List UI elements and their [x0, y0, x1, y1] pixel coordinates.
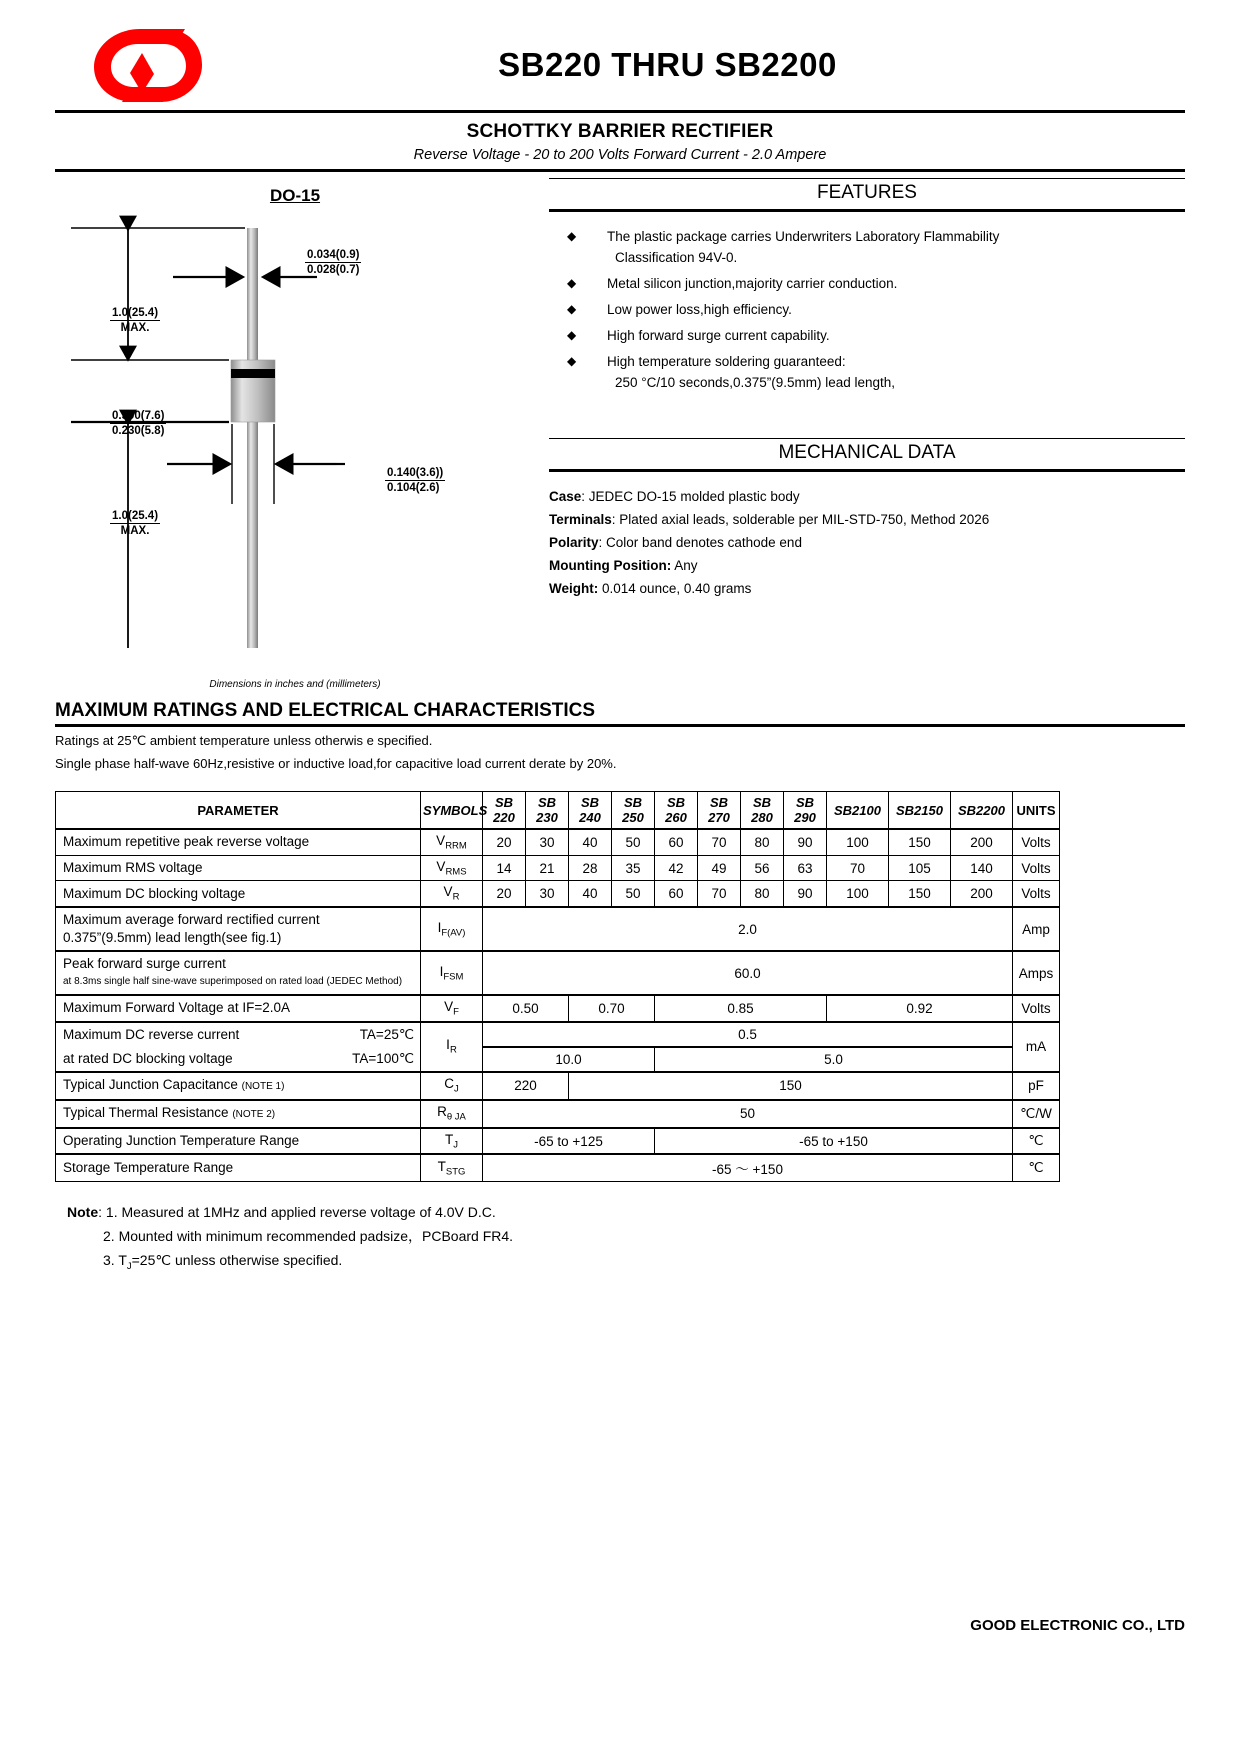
table-row [56, 1154, 1060, 1182]
dim-lead-diameter: 0.034(0.9) 0.028(0.7) [307, 249, 360, 276]
mech-value: Plated axial leads, solderable per MIL-STD-750, Method 2026 [619, 512, 990, 527]
row-symbol: $I_{F(AV)}$ [421, 907, 483, 951]
note-2: 2. Mounted with minimum recommended padsize，PCBoard FR4. [103, 1228, 514, 1245]
header-device-sb2150: SB2150 [889, 792, 951, 830]
row-parameter: Maximum Forward Voltage at IF=2.0A [56, 995, 421, 1022]
row-parameter: Maximum DC reverse current TA=25℃ [56, 1022, 421, 1047]
row-units: Volts [1013, 855, 1060, 881]
cell-value: 200 [951, 829, 1013, 855]
cell-value: 105 [889, 855, 951, 881]
ratings-subtitle-2: Single phase half-wave 60Hz,resistive or inductive load,for capacitive load current derate by 20%. [55, 756, 617, 771]
ratings-title: MAXIMUM RATINGS AND ELECTRICAL CHARACTERISTICS [55, 700, 1185, 727]
note-3: 3. $T_J=25℃$ unless otherwise specified. [103, 1252, 343, 1273]
diamond-bullet-icon: ◆ [567, 302, 577, 316]
feature-text: High forward surge current capability. [607, 328, 830, 343]
features-list [549, 226, 1185, 393]
cell-value: 70 [698, 829, 741, 855]
package-label: DO-15 [269, 186, 321, 205]
cell-value: 140 [951, 855, 1013, 881]
header-device-sb220: SB 220 [483, 792, 526, 830]
row-units: ℃ [1013, 1128, 1060, 1155]
table-row [56, 855, 1060, 881]
table-row [56, 1047, 1060, 1072]
dim-body-length: 0.300(7.6) 0.230(5.8) [112, 410, 165, 437]
row-symbol: $V_R$ [421, 881, 483, 907]
cell-value-group: -65 to +125 [483, 1128, 655, 1155]
header-device-sb250: SB 250 [612, 792, 655, 830]
cell-value-group: 220 [483, 1072, 569, 1100]
feature-item [567, 351, 1185, 393]
feature-item [567, 299, 1185, 320]
row-parameter: Storage Temperature Range [56, 1154, 421, 1182]
row-symbol: $V_{RMS}$ [421, 855, 483, 881]
cell-value: 28 [569, 855, 612, 881]
feature-item [567, 273, 1185, 294]
row-symbol: $I_{FSM}$ [421, 951, 483, 995]
content-columns [55, 178, 1185, 690]
table-row [56, 907, 1060, 951]
cell-value-merged: 50 [483, 1100, 1013, 1128]
spacer [549, 398, 1185, 438]
header-symbols: SYMBOLS [421, 792, 483, 830]
mech-value: 0.014 ounce, 0.40 grams [602, 581, 752, 596]
row-parameter: Operating Junction Temperature Range [56, 1128, 421, 1155]
dim-body-diameter: 0.140(3.6)) 0.104(2.6) [387, 467, 444, 494]
table-row [56, 829, 1060, 855]
cell-value: 50 [612, 881, 655, 907]
feature-subtext: 250 °C/10 seconds,0.375”(9.5mm) lead length, [615, 375, 896, 390]
header-device-sb2200: SB2200 [951, 792, 1013, 830]
mech-row [549, 578, 1185, 599]
row-note-ref: (NOTE 1) [241, 1080, 285, 1092]
ratings-subtitle-1: Ratings at 25℃ ambient temperature unless otherwis e specified. [55, 733, 433, 748]
mech-value: Color band denotes cathode end [606, 535, 802, 550]
cell-value-merged: 2.0 [483, 907, 1013, 951]
table-row [56, 1022, 1060, 1047]
header-device-sb240: SB 240 [569, 792, 612, 830]
header-device-sb260: SB 260 [655, 792, 698, 830]
diamond-bullet-icon: ◆ [567, 328, 577, 342]
feature-text: Metal silicon junction,majority carrier conduction. [607, 276, 898, 291]
diamond-bullet-icon: ◆ [567, 354, 577, 368]
cell-value: 49 [698, 855, 741, 881]
mech-value: Any [674, 558, 698, 573]
table-row [56, 951, 1060, 995]
row-symbol: $V_{RRM}$ [421, 829, 483, 855]
cell-value: 56 [741, 855, 784, 881]
cell-value: 60 [655, 829, 698, 855]
mechanical-data-heading: MECHANICAL DATA [549, 438, 1185, 472]
mech-label: Case [549, 489, 582, 504]
row-parameter: Maximum RMS voltage [56, 855, 421, 881]
cell-value: 14 [483, 855, 526, 881]
page-title: SB220 THRU SB2200 [498, 46, 837, 83]
row-parameter: Peak forward surge current at 8.3ms single half sine-wave superimposed on rated load (JEDEC Method) [56, 951, 421, 995]
row-symbol: $V_F$ [421, 995, 483, 1022]
row-units: ℃ [1013, 1154, 1060, 1182]
cell-value: 30 [526, 829, 569, 855]
cell-value: 30 [526, 881, 569, 907]
row-symbol: $I_R$ [421, 1022, 483, 1072]
cell-value-group: 0.85 [655, 995, 827, 1022]
cell-value: 80 [741, 829, 784, 855]
table-row [56, 1072, 1060, 1100]
row-parameter: at rated DC blocking voltage TA=100℃ [56, 1047, 421, 1072]
cell-value: 200 [951, 881, 1013, 907]
cell-value: 150 [889, 881, 951, 907]
table-row [56, 881, 1060, 907]
header-parameter: PARAMETER [56, 792, 421, 830]
footer-company: GOOD ELECTRONIC CO., LTD [970, 1617, 1185, 1634]
cell-value-merged: -65 ～ +150 [483, 1154, 1013, 1182]
specs-section [535, 178, 1185, 690]
features-heading: FEATURES [549, 178, 1185, 212]
note-1: Note: 1. Measured at 1MHz and applied reverse voltage of 4.0V D.C. [67, 1204, 496, 1221]
page-header [55, 0, 1185, 110]
cell-value-group: -65 to +150 [655, 1128, 1013, 1155]
row-symbol: $T_J$ [421, 1128, 483, 1155]
header-device-sb290: SB 290 [784, 792, 827, 830]
cell-value-group: 0.70 [569, 995, 655, 1022]
table-row [56, 995, 1060, 1022]
header-device-sb270: SB 270 [698, 792, 741, 830]
feature-subtext: Classification 94V-0. [615, 250, 738, 265]
document-subtitle: SCHOTTKY BARRIER RECTIFIER [466, 121, 774, 142]
table-header-row [56, 792, 1060, 830]
header-units: UNITS [1013, 792, 1060, 830]
row-units: mA [1013, 1022, 1060, 1072]
diamond-bullet-icon: ◆ [567, 276, 577, 290]
cell-value: 50 [612, 829, 655, 855]
diamond-bullet-icon: ◆ [567, 229, 577, 243]
cell-value-group: 150 [569, 1072, 1013, 1100]
characteristics-table [55, 791, 1060, 1182]
mech-row: Terminals: Plated axial leads, solderable per MIL-STD-750, Method 2026 [549, 512, 990, 527]
header-rule [55, 110, 1185, 113]
mechanical-data-list [549, 486, 1185, 599]
cell-value: 21 [526, 855, 569, 881]
cell-value: 90 [784, 829, 827, 855]
mech-row [549, 555, 1185, 576]
notes-section [55, 1200, 1185, 1279]
cell-value-merged: 0.5 [483, 1022, 1013, 1047]
row-parameter: Maximum DC blocking voltage [56, 881, 421, 907]
row-parameter-condition: TA=25℃ [359, 1026, 414, 1042]
package-outline-drawing [55, 214, 515, 664]
dimensions-note: Dimensions in inches and (millimeters) [209, 679, 381, 690]
company-logo-icon [80, 23, 210, 107]
row-units: Volts [1013, 881, 1060, 907]
row-parameter: Typical Junction Capacitance (NOTE 1) [56, 1072, 421, 1100]
cell-value-group: 10.0 [483, 1047, 655, 1072]
row-symbol: $R_{\theta JA}$ [421, 1100, 483, 1128]
feature-text: The plastic package carries Underwriters Laboratory Flammability [607, 229, 1000, 244]
cell-value: 35 [612, 855, 655, 881]
row-units: Amps [1013, 951, 1060, 995]
row-symbol: $C_J$ [421, 1072, 483, 1100]
cell-value: 40 [569, 829, 612, 855]
header-device-sb230: SB 230 [526, 792, 569, 830]
dim-lead-length-top: 1.0(25.4) MAX. [112, 307, 159, 334]
cell-value: 80 [741, 881, 784, 907]
row-parameter: Typical Thermal Resistance (NOTE 2) [56, 1100, 421, 1128]
header-device-sb280: SB 280 [741, 792, 784, 830]
row-units: pF [1013, 1072, 1060, 1100]
table-row [56, 1100, 1060, 1128]
mech-label: Terminals [549, 512, 612, 527]
cell-value: 40 [569, 881, 612, 907]
row-units: ℃/W [1013, 1100, 1060, 1128]
cell-value-group: 5.0 [655, 1047, 1013, 1072]
cell-value: 20 [483, 881, 526, 907]
cell-value: 90 [784, 881, 827, 907]
subtitle-rule [55, 169, 1185, 172]
row-units: Volts [1013, 829, 1060, 855]
feature-text: Low power loss,high efficiency. [607, 302, 792, 317]
document-subtitle-2: Reverse Voltage - 20 to 200 Volts Forward Current - 2.0 Ampere [413, 147, 827, 163]
row-units: Volts [1013, 995, 1060, 1022]
cell-value: 20 [483, 829, 526, 855]
mech-value: JEDEC DO-15 molded plastic body [588, 489, 800, 504]
table-row [56, 1128, 1060, 1155]
mech-row: Polarity: Color band denotes cathode end [549, 535, 802, 550]
mech-label: Weight: [549, 581, 599, 596]
package-drawing-section [55, 178, 535, 690]
mech-label: Polarity [549, 535, 599, 550]
row-parameter: Maximum repetitive peak reverse voltage [56, 829, 421, 855]
header-device-sb2100: SB2100 [827, 792, 889, 830]
cell-value: 42 [655, 855, 698, 881]
row-units: Amp [1013, 907, 1060, 951]
cell-value: 70 [698, 881, 741, 907]
cell-value-group: 0.50 [483, 995, 569, 1022]
cell-value-merged: 60.0 [483, 951, 1013, 995]
cell-value: 100 [827, 829, 889, 855]
feature-text: High temperature soldering guaranteed: [607, 354, 846, 369]
cell-value: 70 [827, 855, 889, 881]
row-symbol: $T_{STG}$ [421, 1154, 483, 1182]
cell-value: 150 [889, 829, 951, 855]
cell-value-group: 0.92 [827, 995, 1013, 1022]
cell-value: 60 [655, 881, 698, 907]
row-parameter-condition: TA=100℃ [352, 1050, 414, 1066]
feature-item [567, 226, 1185, 268]
row-parameter: Maximum average forward rectified current 0.375”(9.5mm) lead length(see fig.1) [56, 907, 421, 951]
cell-value: 100 [827, 881, 889, 907]
row-note-ref: (NOTE 2) [232, 1108, 276, 1120]
notes-label: Note [67, 1204, 99, 1221]
dim-lead-length-bottom: 1.0(25.4) MAX. [112, 510, 159, 537]
cell-value: 63 [784, 855, 827, 881]
feature-item [567, 325, 1185, 346]
mech-row: Case: JEDEC DO-15 molded plastic body [549, 489, 800, 504]
mech-label: Mounting Position: [549, 558, 672, 573]
